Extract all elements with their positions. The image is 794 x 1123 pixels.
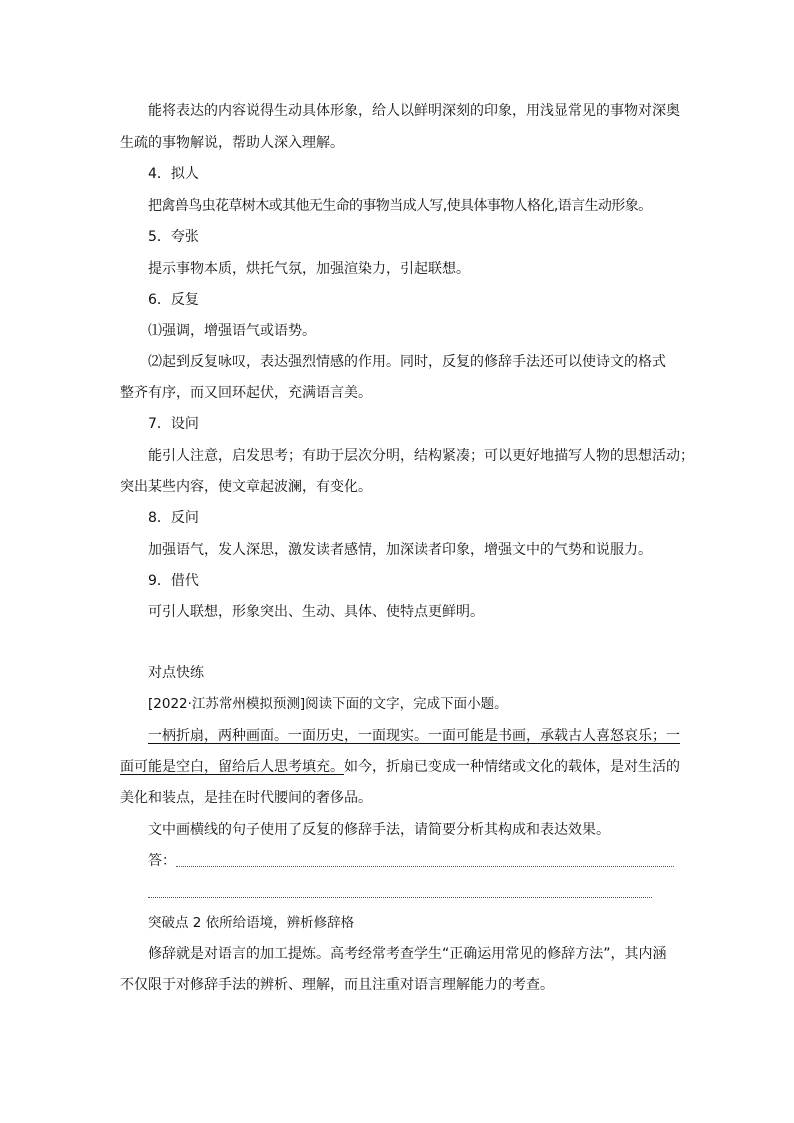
answer-line-1[interactable] bbox=[176, 866, 674, 867]
passage-line-3: 美化和装点，是挂在时代腰间的奢侈品。 bbox=[120, 790, 372, 806]
item-6-body-3: 整齐有序，而又回环起伏，充满语言美。 bbox=[120, 385, 372, 401]
breakthrough-line-2: 不仅限于对修辞手法的辨析、理解，而且注重对语言理解能力的考查。 bbox=[120, 977, 554, 993]
breakthrough-title: 突破点 2 依所给语境，辨析修辞格 bbox=[148, 915, 355, 931]
item-9-heading: 9．借代 bbox=[148, 573, 199, 589]
item-8-heading: 8．反问 bbox=[148, 510, 199, 526]
item-8-body: 加强语气，发人深思，激发读者感情，加深读者印象，增强文中的气势和说服力。 bbox=[148, 542, 652, 558]
passage-underlined-1: 一柄折扇，两种画面。一面历史，一面现实。一面可能是书画，承载古人喜怒哀乐；一 bbox=[148, 728, 680, 744]
item-5-heading: 5．夸张 bbox=[148, 229, 199, 245]
passage-line-2 bbox=[120, 757, 680, 777]
answer-line-2[interactable] bbox=[148, 897, 652, 898]
practice-source: [2022·江苏常州模拟预测]阅读下面的文字，完成下面小题。 bbox=[148, 696, 508, 712]
item-5-body: 提示事物本质，烘托气氛，加强渲染力，引起联想。 bbox=[148, 261, 470, 277]
practice-question: 文中画横线的句子使用了反复的修辞手法，请简要分析其构成和表达效果。 bbox=[148, 822, 610, 838]
item-7-body-2: 突出某些内容，使文章起波澜，有变化。 bbox=[120, 479, 372, 495]
item-7-body-1: 能引人注意，启发思考；有助于层次分明，结构紧凑；可以更好地描写人物的思想活动； bbox=[148, 448, 694, 464]
breakthrough-line-1: 修辞就是对语言的加工提炼。高考经常考查学生“正确运用常见的修辞方法”，其内涵 bbox=[148, 946, 667, 962]
item-4-body: 把禽兽鸟虫花草树木或其他无生命的事物当成人写,使具体事物人格化,语言生动形象。 bbox=[148, 198, 652, 214]
intro-line-1: 能将表达的内容说得生动具体形象，给人以鲜明深刻的印象，用浅显常见的事物对深奥 bbox=[148, 103, 680, 119]
passage-line-2-rest: 如今，折扇已变成一种情绪或文化的载体，是对生活的 bbox=[344, 759, 680, 775]
answer-label: 答： bbox=[148, 853, 176, 869]
item-9-body: 可引人联想，形象突出、生动、具体、使特点更鲜明。 bbox=[148, 604, 484, 620]
intro-line-2: 生疏的事物解说，帮助人深入理解。 bbox=[120, 135, 344, 151]
practice-title: 对点快练 bbox=[148, 665, 204, 681]
item-6-body-1: ⑴强调，增强语气或语势。 bbox=[148, 323, 316, 339]
item-6-body-2: ⑵起到反复咏叹，表达强烈情感的作用。同时，反复的修辞手法还可以使诗文的格式 bbox=[148, 354, 666, 370]
item-6-heading: 6．反复 bbox=[148, 292, 199, 308]
item-7-heading: 7．设问 bbox=[148, 416, 199, 432]
item-4-heading: 4．拟人 bbox=[148, 166, 199, 182]
passage-underlined-2: 面可能是空白，留给后人思考填充。 bbox=[120, 759, 344, 775]
